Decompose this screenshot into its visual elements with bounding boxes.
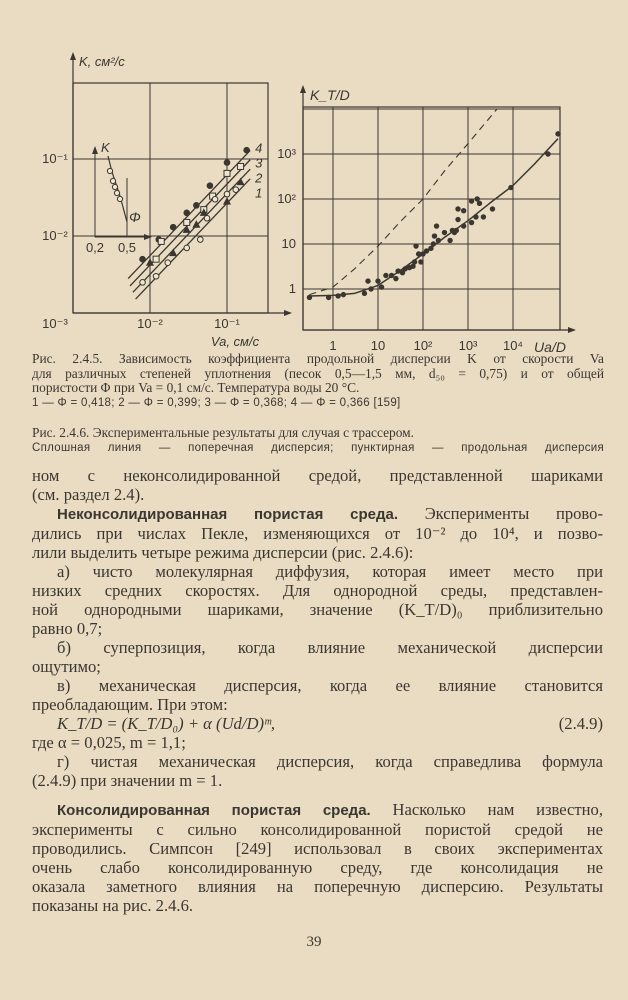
inset-x-arrow [144, 234, 152, 240]
equation-number: (2.4.9) [558, 714, 603, 733]
y-axis-arrow [70, 52, 76, 60]
y-axis-title: K, см²/с [79, 54, 125, 69]
data-point [508, 185, 513, 190]
data-point [379, 284, 384, 289]
y-tick-label: 10² [277, 191, 296, 206]
data-point [393, 276, 398, 281]
y-axis-title: K_T/D [310, 87, 350, 103]
inset-x-label: Φ [129, 209, 141, 225]
longitudinal-dispersion-curve [310, 109, 498, 295]
data-point [244, 147, 250, 153]
data-point [184, 219, 190, 225]
caption-fig-2-4-6 [32, 426, 604, 455]
plot-frame [73, 83, 268, 313]
data-point [436, 238, 441, 243]
caption-fig-2-4-5 [32, 352, 604, 410]
transverse-dispersion-curve [310, 139, 559, 296]
data-point [204, 215, 210, 221]
text-line: проводились. Симпсон [249] использовал в своих экспериментах [32, 839, 603, 858]
data-point [455, 217, 460, 222]
data-point [365, 278, 370, 283]
caption-line: Рис. 2.4.6. Экспериментальные результаты для случая с трассером. [32, 425, 414, 440]
inset-y-label: K [101, 140, 110, 155]
data-point [341, 292, 346, 297]
text-line: Насколько нам известно, [392, 800, 604, 819]
text-line: преобладающим. При этом: [32, 695, 228, 714]
data-point [326, 295, 331, 300]
inset-y-arrow [92, 146, 98, 154]
x-tick-label: 10⁻² [137, 316, 163, 331]
data-point [432, 233, 437, 238]
data-point [212, 196, 218, 202]
data-point [224, 160, 230, 166]
x-axis-arrow [284, 310, 292, 316]
data-point [170, 224, 176, 230]
data-point [447, 238, 452, 243]
x-tick-label: 10⁴ [502, 338, 524, 353]
data-point [412, 259, 417, 264]
data-point [413, 243, 418, 248]
data-point [555, 131, 560, 136]
text-line: ной однородными шариками, значение (K_T/D)₀ приблизительно [32, 600, 603, 619]
data-point [490, 206, 495, 211]
text-line: равно 0,7; [32, 619, 103, 638]
series-line-1 [136, 179, 251, 299]
page-number: 39 [306, 934, 322, 950]
x-axis-title: Va, см/с [210, 334, 260, 349]
caption-line: пористости Φ при Va = 0,1 см/с. Температура воды 20 °C. [32, 380, 360, 395]
origin-tick-label: 10⁻³ [42, 316, 68, 331]
y-axis-arrow [300, 85, 306, 93]
data-point [431, 241, 436, 246]
x-tick-label: 1 [329, 338, 337, 353]
body-text [32, 466, 603, 915]
caption-legend: 1 — Φ = 0,418; 2 — Φ = 0,399; 3 — Φ = 0,368; 4 — Φ = 0,366 [159] [32, 396, 401, 409]
data-point [383, 273, 388, 278]
equation-2-4-9 [32, 714, 603, 733]
data-point [184, 210, 190, 216]
text-line: очень слабо консолидированную среду, где консолидация не [32, 858, 603, 877]
data-point [335, 293, 340, 298]
inset-point [107, 168, 112, 173]
data-point [418, 259, 423, 264]
series-label: 2 [255, 170, 263, 186]
text-line: показаны на рис. 2.4.6. [32, 896, 194, 915]
text-line: ном с неконсолидированной средой, представленной шариками [32, 466, 603, 485]
text-line: лили выделить четыре режима дисперсии (рис. 2.4.6): [32, 543, 414, 562]
y-tick-label: 10³ [277, 146, 296, 161]
series-label: 4 [255, 140, 263, 156]
text-line: г) чистая механическая дисперсия, когда справедлива формула [57, 752, 603, 771]
data-point [454, 228, 459, 233]
inset-tick-label: 0,5 [117, 240, 137, 255]
x-tick-label: 10 [370, 338, 386, 353]
data-point [362, 291, 367, 296]
text-line: Эксперименты прово- [424, 504, 603, 523]
data-point [389, 273, 394, 278]
data-point [153, 273, 159, 279]
inset-point [112, 184, 117, 189]
x-axis-title: Ua/D [534, 339, 566, 355]
text-line: ощутимо; [32, 657, 101, 676]
y-tick-label: 10 [281, 236, 296, 251]
data-point [307, 295, 312, 300]
equation: K_T/D = (K_T/D₀) + α (Ud/D)ᵐ, [57, 714, 276, 733]
inset-point [110, 178, 115, 183]
data-point [461, 223, 466, 228]
caption-subline: Сплошная линия — поперечная дисперсия; пунктирная — продольная дисперсия [32, 441, 604, 454]
text-line: где α = 0,025, m = 1,1; [32, 733, 186, 752]
section-heading: Консолидированная пористая среда. [57, 802, 371, 819]
data-point [140, 256, 146, 262]
data-point [158, 238, 164, 244]
series-line-2 [133, 169, 250, 292]
inset-tick-label: 0,2 [85, 240, 105, 255]
inset-point [117, 196, 122, 201]
data-point [368, 286, 373, 291]
caption-line: для различных степеней уплотнения (песок 0,5—1,5 мм, d₅₀ = 0,75) и от общей [32, 365, 604, 381]
inset-point [114, 190, 119, 195]
data-point [233, 187, 239, 193]
series-label: 3 [255, 155, 263, 171]
data-point [140, 280, 146, 286]
caption-line: Рис. 2.4.5. Зависимость коэффициента продольной дисперсии K от скорости Va [32, 351, 604, 366]
y-tick-label: 10⁻² [42, 228, 68, 243]
data-point [473, 214, 478, 219]
data-point [461, 208, 466, 213]
data-point [194, 203, 200, 209]
data-point [238, 163, 244, 169]
inset-curve [108, 156, 127, 222]
figures [0, 0, 628, 360]
y-tick-label: 10⁻¹ [42, 151, 68, 166]
x-tick-label: 10³ [458, 338, 478, 353]
text-line: б) суперпозиция, когда влияние механической дисперсии [57, 638, 603, 657]
data-point [197, 237, 203, 243]
y-tick-label: 1 [288, 281, 296, 296]
text-line: (2.4.9) при значении m = 1. [32, 771, 223, 790]
data-point [375, 278, 380, 283]
data-point [184, 245, 190, 251]
data-point [477, 201, 482, 206]
data-point [481, 214, 486, 219]
x-tick-label: 10⁻¹ [214, 316, 240, 331]
x-axis-arrow [568, 327, 576, 333]
data-point [545, 151, 550, 156]
text-line: низких средних скоростях. Для однородной среды, представлен- [32, 581, 603, 600]
text-line: эксперименты с сильно консолидированной пористой средой не [32, 820, 603, 839]
text-line: а) чисто молекулярная диффузия, которая имеет место при [57, 562, 603, 581]
data-point [207, 183, 213, 189]
data-point [442, 230, 447, 235]
data-point [224, 191, 230, 197]
x-tick-label: 10² [413, 338, 433, 353]
data-point [224, 170, 230, 176]
section-heading: Неконсолидированная пористая среда. [57, 506, 398, 523]
data-point [434, 223, 439, 228]
text-line: (см. раздел 2.4). [32, 485, 145, 504]
series-label: 1 [255, 185, 263, 201]
data-point [469, 220, 474, 225]
data-point [165, 260, 171, 266]
text-line: в) механическая дисперсия, когда ее влияние становится [57, 676, 603, 695]
data-point [469, 198, 474, 203]
data-point [153, 256, 159, 262]
text-line: оказала заметного влияния на поперечную дисперсию. Результаты [32, 877, 603, 896]
text-line: дились при числах Пекле, изменяющихся от 10⁻² до 10⁴, и позво- [32, 524, 603, 543]
data-point [455, 206, 460, 211]
